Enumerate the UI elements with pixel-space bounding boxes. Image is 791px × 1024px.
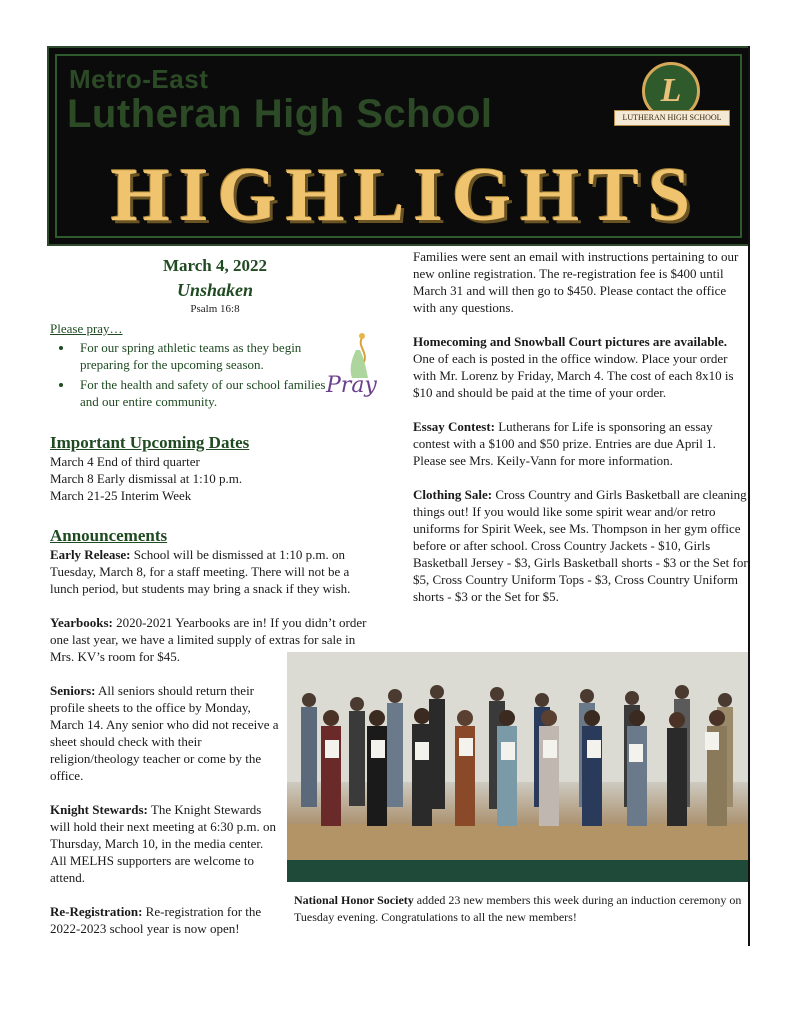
date-item: March 8 Early dismissal at 1:10 p.m. [50,471,243,486]
bible-verse: Psalm 16:8 [190,303,240,315]
registration-continued: Families were sent an email with instructions pertaining to our new online registration. The re-registration fee is $400 until March 31 and will then go to $450. Please contact the office with any questions. [413,249,739,315]
announcement-body: School will be dismissed at 1:10 p.m. on Tuesday, March 8, for a staff meeting. There will not be a lunch period, but students may bring a snack if they wish. [50,547,351,596]
issue-theme: Unshaken [176,280,254,300]
announcement-body: All seniors should return their profile sheets to the office by Monday, March 14. Any senior who did not receive a sheet should check with their religion/theology teacher or come by the office. [50,683,279,783]
announcement-title: Re-Registration: [50,904,143,919]
pray-icon-text: Pray [326,373,377,398]
banner-frame [55,54,742,238]
page-right-rule [748,46,750,946]
dates-heading: Important Upcoming Dates [50,433,250,452]
group-photo-illustration [287,652,748,882]
school-name-line2: Lutheran High School [67,92,493,136]
right-column [413,248,748,605]
announcement-body: Cross Country and Girls Basketball are cleaning things out! If you would like some spirit wear and/or retro uniforms for Spirit Week, see Ms. Thompson in her gym office before or after school. Cross Country Jackets - $10, Girls Basketball Jersey - $3, Girls Basketball shorts - $3 or the Set for $5, Cross Country Uniform Tops - $3, Cross Country Uniform shorts - $3 or the Set for $5. [413,487,748,604]
announcement-body: 2020-2021 Yearbooks are in! If you didn’t order one last year, we have a limited supply of extras for sale in Mrs. KV’s room for $45. [50,615,367,664]
prayer-item: • For the health and safety of our school families and our entire community. [74,376,332,410]
announcement-seniors [50,682,280,784]
announcement-title: Early Release: [50,547,131,562]
school-logo [614,62,730,128]
date-item: March 21-25 Interim Week [50,488,192,503]
announcement-body: The Knight Stewards will hold their next meeting at 6:30 p.m. on Thursday, March 10, in the media center. All MELHS supporters are welcome to attend. [50,802,277,885]
pray-icon [324,332,386,398]
announcement-body: One of each is posted in the office window. Place your order with Mr. Lorenz by Friday, March 4. The cost of each 8x10 is $10 and should be paid at the time of your order. [413,351,734,400]
announcement-body: Lutherans for Life is sponsoring an essay contest with a $100 and $50 prize. Entries are due April 1. Please see Mrs. Keily-Vann for more information. [413,419,716,468]
announcement-body: Re-registration for the 2022-2023 school year is now open! [50,904,262,936]
announcement-knight-stewards [50,801,280,886]
announcement-re-registration [50,903,282,937]
photo-caption [294,892,744,926]
announcement-clothing-sale [413,486,748,605]
newsletter-title: HIGHLIGHTS [110,153,700,237]
prayer-list [50,339,332,410]
school-name-line1: Metro-East [69,64,209,94]
caption-body: added 23 new members this week during an induction ceremony on Tuesday evening. Congratulations to all the new members! [294,893,742,924]
logo-emblem: L [642,62,700,120]
prayer-heading: Please pray… [50,321,123,336]
announcement-essay-contest [413,418,748,469]
announcements-heading: Announcements [50,526,168,545]
announcement-title: Clothing Sale: [413,487,493,502]
nhs-group-photo [287,652,748,882]
announcement-title: Homecoming and Snowball Court pictures are available. [413,334,728,349]
announcement-title: Knight Stewards: [50,802,148,817]
announcement-early-release [50,546,380,597]
announcement-title: Seniors: [50,683,96,698]
newsletter-banner [47,46,750,246]
date-item: March 4 End of third quarter [50,454,200,469]
announcement-homecoming-pictures [413,333,748,401]
issue-date: March 4, 2022 [162,256,268,275]
prayer-item: • For our spring athletic teams as they begin preparing for the upcoming season. [74,339,332,373]
announcement-title: Essay Contest: [413,419,495,434]
caption-title: National Honor Society [294,893,414,907]
announcement-title: Yearbooks: [50,615,113,630]
logo-ribbon-text: LUTHERAN HIGH SCHOOL [614,110,730,126]
